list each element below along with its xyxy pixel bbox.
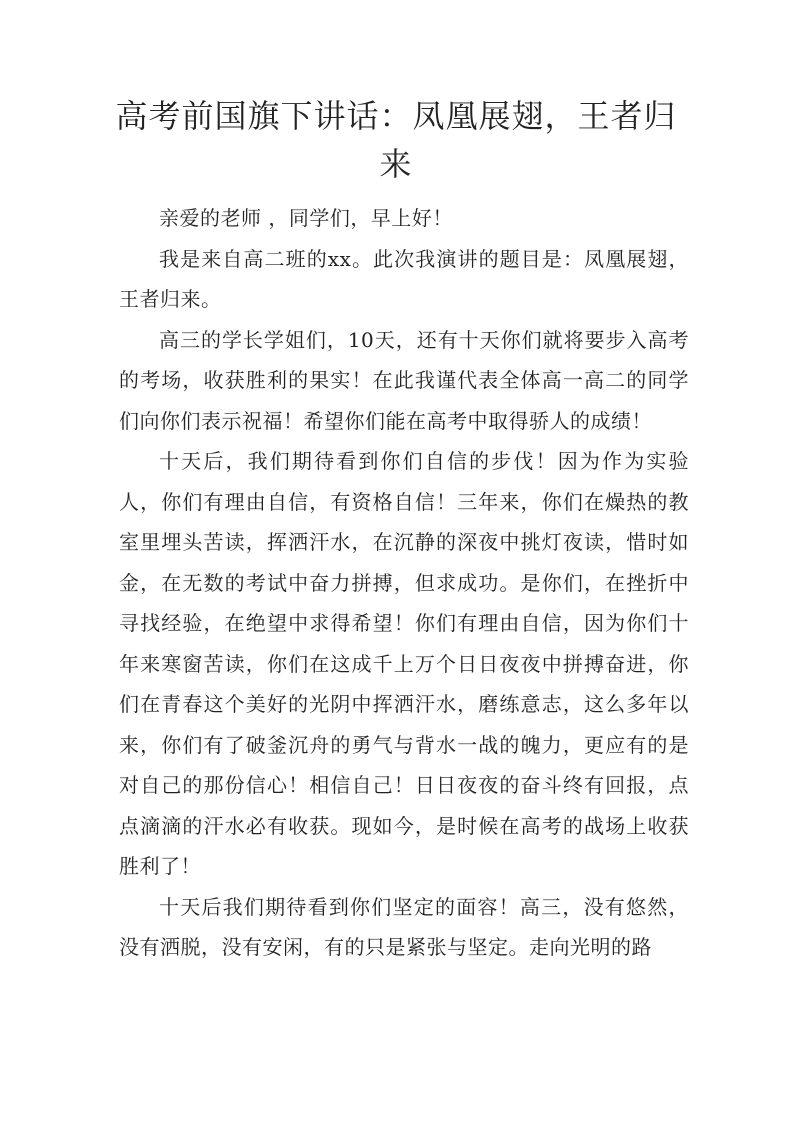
- paragraph-determination: 十天后我们期待看到你们坚定的面容！高三，没有悠然，没有洒脱，没有安闲，有的只是紧张与坚定。走向光明的路: [119, 894, 689, 959]
- document-body: [119, 198, 689, 968]
- paragraph-blessing: 高三的学长学姐们，10天，还有十天你们就将要步入高考的考场，收获胜利的果实！在此我谨代表全体高一高二的同学们向你们表示祝福！希望你们能在高考中取得骄人的成绩！: [119, 327, 689, 433]
- paragraph-intro: 我是来自高二班的xx。此次我演讲的题目是：凤凰展翅，王者归来。: [119, 246, 689, 311]
- paragraph-greeting: 亲爱的老师 ，同学们，早上好！: [159, 206, 453, 230]
- paragraph-confidence: 十天后，我们期待看到你们自信的步伐！因为作为实验人，你们有理由自信，有资格自信！三年来，你们在燥热的教室里埋头苦读，挥洒汗水，在沉静的深夜中挑灯夜读，惜时如金，在无数的考试中奋力拼搏，但求成功。是你们，在挫折中寻找经验，在绝望中求得希望！你们有理由自信，因为你们十年来寒窗苦读，你们在这成千上万个日日夜夜中拼搏奋进，你们在青春这个美好的光阴中挥洒汗水，磨练意志，这么多年以来，你们有了破釜沉舟的勇气与背水一战的魄力，更应有的是对自己的那份信心！相信自己！日日夜夜的奋斗终有回报，点点滴滴的汗水必有收获。现如今，是时候在高考的战场上收获胜利了！: [119, 449, 689, 878]
- document-title: 高考前国旗下讲话：凤凰展翅，王者归来: [115, 97, 677, 183]
